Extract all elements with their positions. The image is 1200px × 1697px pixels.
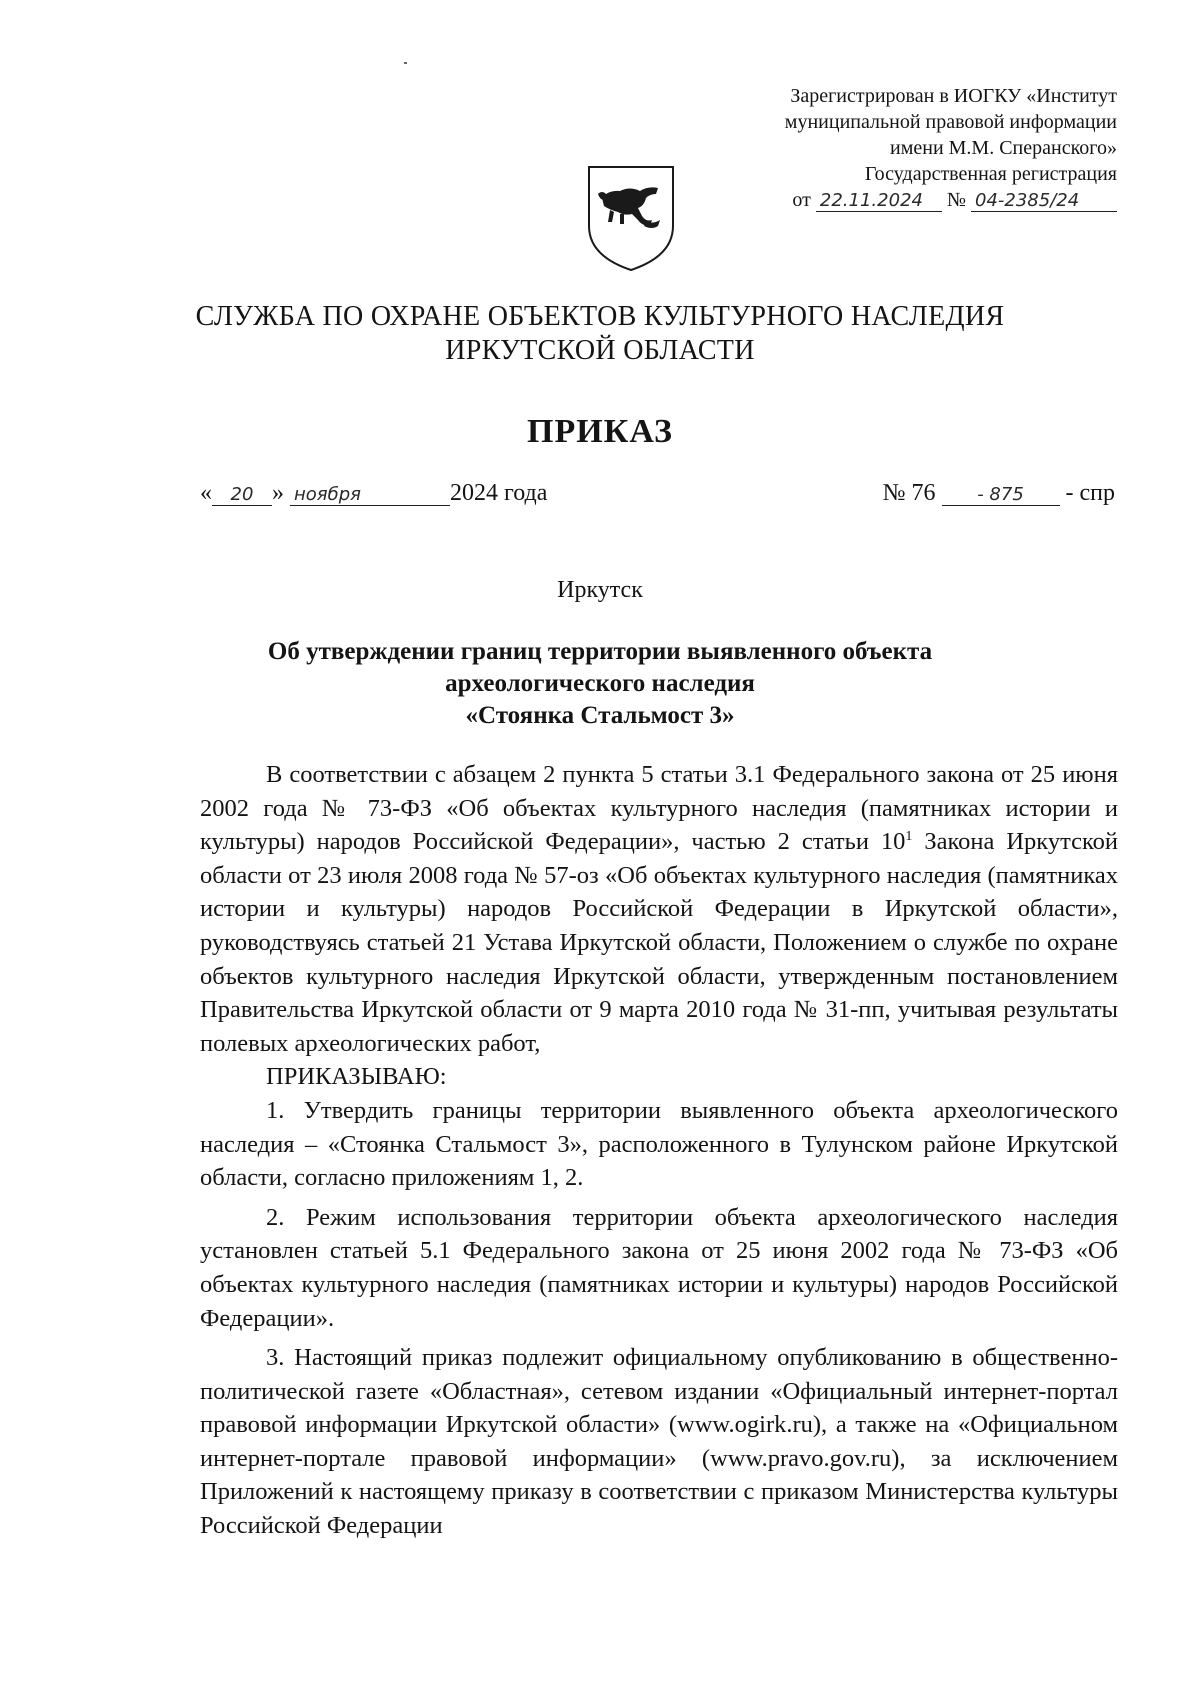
registration-line-2: муниципальной правовой информации (784, 111, 1117, 133)
preamble-paragraph (200, 758, 1118, 1060)
order-number-handwritten: - 875 (942, 485, 1060, 506)
order-body (200, 758, 1118, 1543)
date-month: ноября (290, 485, 450, 506)
preamble-superscript: 1 (905, 829, 913, 845)
registration-number: 04-2385/24 (971, 191, 1117, 212)
registration-from-label: от (792, 189, 811, 211)
registration-stamp (785, 83, 1117, 213)
scan-speck (404, 62, 407, 64)
date-day: 20 (212, 485, 272, 506)
registration-date: 22.11.2024 (816, 191, 942, 212)
city: Иркутск (557, 577, 643, 603)
preamble-text-b: Закона Иркутской области от 23 июля 2008 года № 57-оз «Об объектах культурного наследия (памятниках истории и культуры) народов Российской Федерации в Иркутской области», руководствуясь статьей 21 Устава Иркутской области, Положением о службе по охране объектов культурного наследия Иркутской области, утвержденным постановлением Правительства Иркутской области от 9 марта 2010 года № 31-пп, учитывая результаты полевых археологических работ, (200, 828, 1118, 1057)
date-year: 2024 года (450, 480, 548, 506)
preamble-text-a: В соответствии с абзацем 2 пункта 5 статьи 3.1 Федерального закона от 25 июня 2002 года № 73-ФЗ «Об объектах культурного наследия (памятниках истории и культуры) народов Российской Федерации», частью 2 статьи 10 (200, 761, 1118, 856)
date-open-quote: « (200, 480, 212, 506)
registration-line-3: имени М.М. Сперанского» (890, 137, 1117, 159)
order-item-1: 1. Утвердить границы территории выявленного объекта археологического наследия – «Стоянка Стальмост 3», расположенного в Тулунском районе Иркутской области, согласно приложениям 1, 2. (200, 1096, 1118, 1192)
order-number-suffix: - спр (1065, 480, 1115, 506)
order-number (883, 480, 1115, 507)
registration-line-1: Зарегистрирован в ИОГКУ «Институт (790, 85, 1117, 107)
order-date (200, 480, 547, 507)
order-number-prefix: № 76 (882, 480, 936, 506)
order-subject (0, 636, 1200, 732)
order-item-2: 2. Режим использования территории объекта археологического наследия установлен статьей 5.1 Федерального закона от 25 июня 2002 года № 73-ФЗ «Об объектах культурного наследия (памятниках истории и культуры) народов Российской Федерации». (200, 1203, 1118, 1332)
subject-line-1: Об утверждении границ территории выявленного объекта (267, 638, 933, 665)
order-item-3: 3. Настоящий приказ подлежит официальному опубликованию в общественно-политической газете «Областная», сетевом издании «Официальный интернет-портал правовой информации Иркутской области» (www.ogirk.ru), а также на «Официальном интернет-портале правовой информации» (www.pravo.gov.ru), за исключением Приложений к настоящему приказу в соответствии с приказом Министерства культуры Российской Федерации (200, 1344, 1118, 1540)
document-type: ПРИКАЗ (527, 413, 673, 450)
registration-line-4: Государственная регистрация (864, 163, 1117, 185)
subject-line-2: археологического наследия (445, 670, 755, 697)
irkutsk-coat-of-arms-icon (586, 164, 676, 274)
registration-number-label: № (946, 189, 966, 211)
order-word: ПРИКАЗЫВАЮ: (266, 1063, 447, 1091)
date-close-quote: » (272, 480, 284, 506)
organization-line-2: ИРКУТСКОЙ ОБЛАСТИ (445, 335, 755, 366)
organization-line-1: СЛУЖБА ПО ОХРАНЕ ОБЪЕКТОВ КУЛЬТУРНОГО НАСЛЕДИЯ (195, 301, 1005, 332)
subject-line-3: «Стоянка Стальмост 3» (465, 702, 735, 729)
organization-name (0, 300, 1200, 368)
registration-date-number-line (785, 187, 1117, 213)
